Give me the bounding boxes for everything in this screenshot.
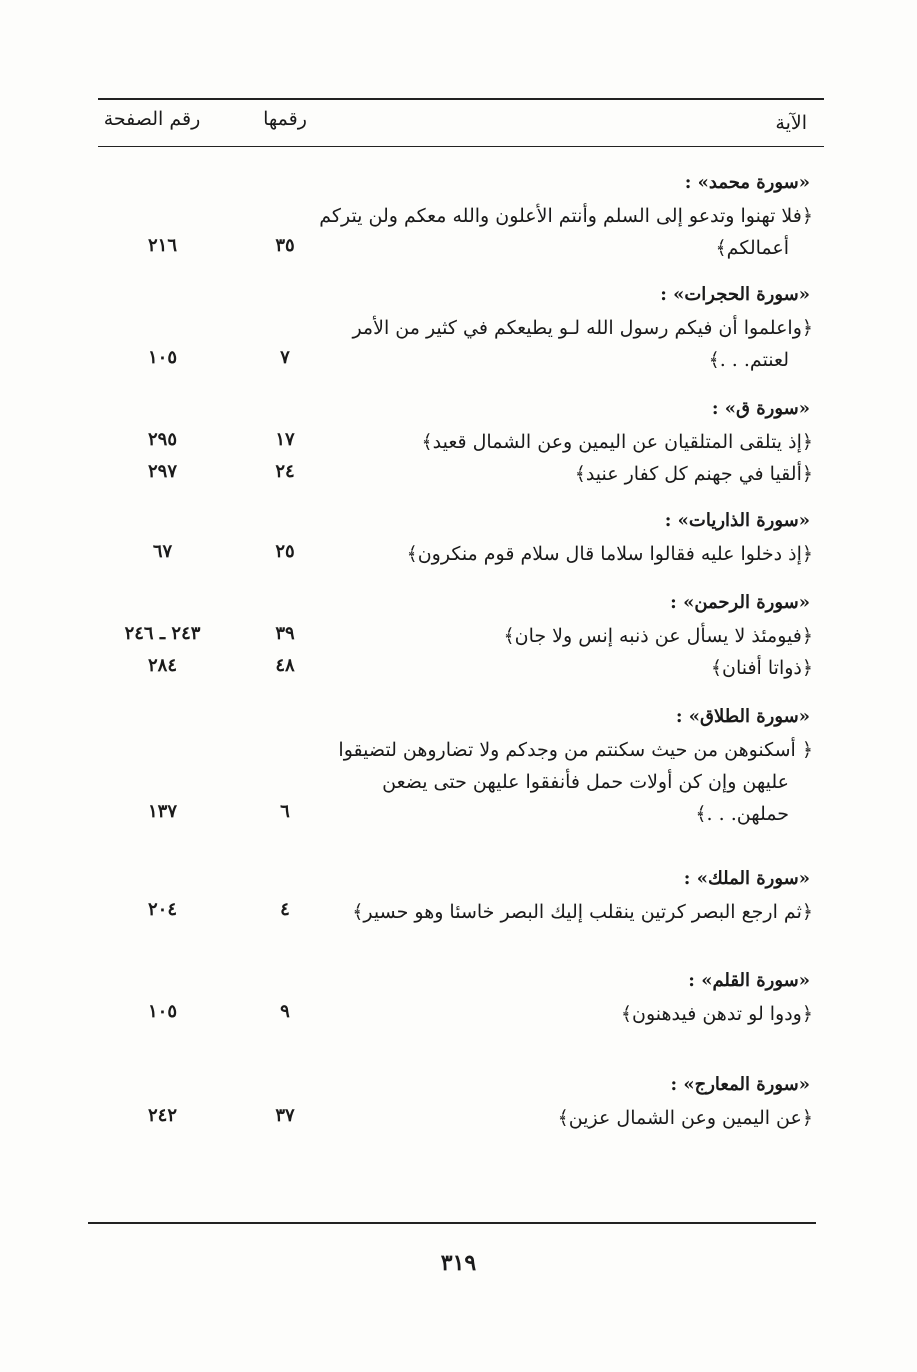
verse-row bbox=[0, 426, 917, 458]
verse-text-line: ﴿إذ دخلوا عليه فقالوا سلاما قال سلام قوم منكرون﴾ bbox=[406, 543, 813, 565]
verse-number: ١٧ bbox=[275, 429, 295, 450]
verse-index-table bbox=[0, 168, 917, 1134]
surah-group bbox=[0, 168, 917, 264]
column-header-number: رقمها bbox=[263, 108, 307, 130]
verse-row bbox=[0, 312, 917, 376]
verse-row bbox=[0, 652, 917, 684]
verse-text-line: ﴿ثم ارجع البصر كرتين ينقلب إليك البصر خاسئا وهو حسير﴾ bbox=[352, 901, 813, 923]
verse-row bbox=[0, 998, 917, 1030]
surah-group bbox=[0, 864, 917, 928]
bottom-rule bbox=[88, 1222, 816, 1224]
surah-heading: «سورة المعارج» : bbox=[670, 1074, 810, 1095]
verse-text-line: لعنتم. . .﴾ bbox=[708, 349, 789, 371]
page-reference: ٢٤٣ ـ ٢٤٦ bbox=[124, 623, 201, 644]
page-reference: ٢١٦ bbox=[147, 235, 177, 256]
verse-row bbox=[0, 896, 917, 928]
surah-heading: «سورة الرحمن» : bbox=[670, 592, 810, 613]
page-reference: ٢٩٧ bbox=[147, 461, 177, 482]
page-reference: ٢٠٤ bbox=[147, 899, 177, 920]
surah-heading: «سورة محمد» : bbox=[684, 172, 810, 193]
page-reference: ٢٤٢ bbox=[147, 1105, 177, 1126]
header-rule bbox=[98, 146, 824, 147]
verse-row bbox=[0, 620, 917, 652]
surah-group bbox=[0, 588, 917, 684]
verse-text-line: ﴿إذ يتلقى المتلقيان عن اليمين وعن الشمال قعيد﴾ bbox=[421, 431, 813, 453]
verse-text-line: ﴿فلا تهنوا وتدعو إلى السلم وأنتم الأعلون والله معكم ولن يتركم bbox=[319, 205, 813, 227]
verse-number: ٣٧ bbox=[275, 1105, 295, 1126]
verse-text-line: عليهن وإن كن أولات حمل فأنفقوا عليهن حتى يضعن bbox=[382, 771, 789, 793]
verse-text-line: ﴿عن اليمين وعن الشمال عزين﴾ bbox=[557, 1107, 813, 1129]
verse-number: ٧ bbox=[280, 347, 290, 368]
verse-text-line: ﴿فيومئذ لا يسأل عن ذنبه إنس ولا جان﴾ bbox=[503, 625, 813, 647]
surah-heading: «سورة الذاريات» : bbox=[664, 510, 810, 531]
surah-group bbox=[0, 506, 917, 570]
page-reference: ٢٨٤ bbox=[147, 655, 177, 676]
verse-text-line: حملهن. . .﴾ bbox=[695, 803, 789, 825]
column-header-verse: الآية bbox=[775, 112, 807, 134]
verse-row bbox=[0, 1102, 917, 1134]
verse-row bbox=[0, 200, 917, 264]
verse-text-line: أعمالكم﴾ bbox=[715, 237, 789, 259]
verse-text-line: ﴿ذواتا أفنان﴾ bbox=[710, 657, 813, 679]
verse-number: ٣٥ bbox=[275, 235, 295, 256]
verse-number: ٤ bbox=[280, 899, 290, 920]
page-reference: ١٠٥ bbox=[147, 1001, 177, 1022]
verse-text-line: ﴿ أسكنوهن من حيث سكنتم من وجدكم ولا تضاروهن لتضيقوا bbox=[338, 739, 813, 761]
verse-number: ٩ bbox=[280, 1001, 290, 1022]
surah-group bbox=[0, 280, 917, 376]
verse-text-line: ﴿واعلموا أن فيكم رسول الله لـو يطيعكم في كثير من الأمر bbox=[352, 317, 813, 339]
page-reference: ٢٩٥ bbox=[147, 429, 177, 450]
column-header-page: رقم الصفحة bbox=[103, 108, 201, 130]
surah-heading: «سورة الحجرات» : bbox=[660, 284, 810, 305]
surah-heading: «سورة القلم» : bbox=[688, 970, 810, 991]
verse-text-line: ﴿ودوا لو تدهن فيدهنون﴾ bbox=[620, 1003, 813, 1025]
verse-row bbox=[0, 458, 917, 490]
surah-heading: «سورة الطلاق» : bbox=[675, 706, 810, 727]
page-reference: ١٣٧ bbox=[147, 801, 177, 822]
verse-number: ٦ bbox=[280, 801, 290, 822]
verse-row bbox=[0, 734, 917, 830]
surah-group bbox=[0, 394, 917, 490]
surah-group bbox=[0, 1070, 917, 1134]
surah-heading: «سورة الملك» : bbox=[683, 868, 810, 889]
surah-group bbox=[0, 966, 917, 1030]
surah-heading: «سورة ق» : bbox=[711, 398, 810, 419]
verse-number: ٢٤ bbox=[275, 461, 295, 482]
verse-number: ٣٩ bbox=[275, 623, 295, 644]
surah-group bbox=[0, 702, 917, 830]
page-reference: ٦٧ bbox=[152, 541, 173, 562]
verse-number: ٤٨ bbox=[275, 655, 295, 676]
page-number: ٣١٩ bbox=[440, 1250, 477, 1276]
verse-row bbox=[0, 538, 917, 570]
page-reference: ١٠٥ bbox=[147, 347, 177, 368]
verse-text-line: ﴿ألقيا في جهنم كل كفار عنيد﴾ bbox=[574, 463, 813, 485]
verse-number: ٢٥ bbox=[275, 541, 295, 562]
top-rule bbox=[98, 98, 824, 100]
